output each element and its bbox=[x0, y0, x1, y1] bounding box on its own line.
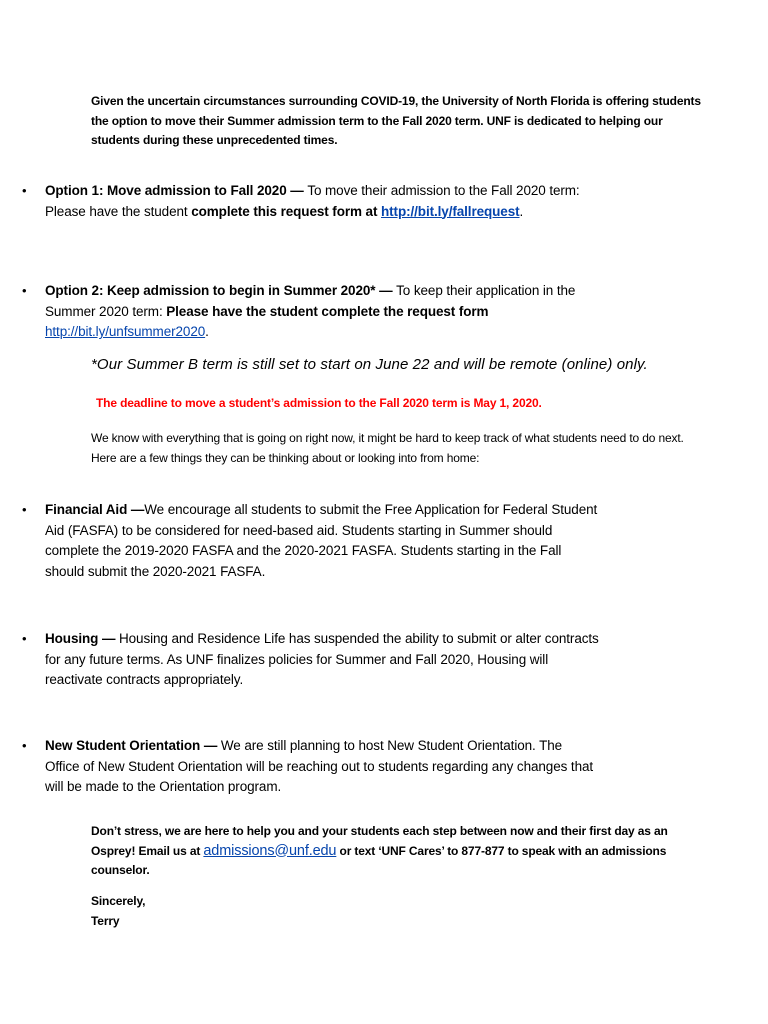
closing-after: or text ‘UNF Cares’ to 877-877 to speak with an admissions counselor. bbox=[91, 843, 667, 877]
option-2-link[interactable]: http://bit.ly/unfsummer2020 bbox=[45, 324, 206, 339]
option-1-link[interactable]: http://bit.ly/fallrequest bbox=[381, 203, 520, 219]
financial-aid-text: We encourage all students to submit the Free Application for Federal Student Aid (FASFA) to be considered for need-based aid. Students starting in Summer should complete the 2019-2020 FASFA and the 2020-2021 FASFA. Students starting in the Fall should submit the 2020-2021 FASFA. bbox=[45, 502, 598, 579]
orientation-text: We are still planning to host New Student Orientation. The Office of New Student Orientation will be reaching out to students regarding any changes that will be made to the Orientation program. bbox=[45, 738, 594, 794]
know-text: We know with everything that is going on right now, it might be hard to keep track of what students need to do next. Here are a few things they can be thinking about or looking into from home: bbox=[91, 431, 684, 465]
email-link[interactable]: admissions@unf.edu bbox=[203, 842, 337, 859]
signoff bbox=[91, 892, 701, 931]
bullet-icon: • bbox=[22, 502, 27, 517]
bullet-icon: • bbox=[22, 631, 27, 646]
closing-before: Don’t stress, we are here to help you and your students each step between now and their first day as an Osprey! Email us at bbox=[91, 824, 668, 858]
housing-text: Housing and Residence Life has suspended the ability to submit or alter contracts for any future terms. As UNF finalizes policies for Summer and Fall 2020, Housing will reactivate contracts appropriately. bbox=[45, 631, 599, 687]
housing-title: Housing — bbox=[45, 631, 119, 646]
option-2-title: : Keep admission to begin in Summer 2020* — bbox=[98, 283, 397, 298]
signoff-line-1: Sincerely, bbox=[91, 894, 146, 908]
option-1-label: Option 1 bbox=[45, 183, 99, 198]
bullet-icon: • bbox=[22, 738, 27, 753]
financial-aid-title: Financial Aid — bbox=[45, 502, 145, 517]
option-1-tail: . bbox=[519, 203, 524, 219]
option-2-tail: . bbox=[205, 324, 209, 339]
summer-b-note: *Our Summer B term is still set to start on June 22 and will be remote (online) only. bbox=[91, 356, 648, 373]
know-paragraph bbox=[91, 429, 701, 468]
option-2-text: To keep their application in the Summer 2020 term: bbox=[45, 283, 576, 319]
deadline-notice: The deadline to move a student’s admission to the Fall 2020 term is May 1, 2020. bbox=[96, 396, 542, 410]
closing-paragraph bbox=[91, 822, 701, 881]
bullet-icon: • bbox=[22, 183, 27, 198]
intro-paragraph bbox=[91, 92, 701, 151]
bullet-icon: • bbox=[22, 283, 27, 298]
signoff-name: Terry bbox=[91, 913, 120, 928]
orientation-title: New Student Orientation — bbox=[45, 738, 221, 753]
option-1-text: To move their admission to the Fall 2020 term: Please have the student bbox=[45, 183, 580, 219]
option-1-bold-text: complete this request form at bbox=[191, 203, 382, 219]
option-2-bold-text: Please have the student complete the request form bbox=[166, 303, 489, 319]
option-1-title: : Move admission to Fall 2020 — bbox=[98, 183, 308, 198]
intro-text: Given the uncertain circumstances surrounding COVID-19, the University of North Florida is offering students the option to move their Summer admission term to the Fall 2020 term. UNF is dedicated to helping our students during these unprecedented times. bbox=[91, 94, 701, 147]
option-2-label: Option 2 bbox=[45, 283, 99, 298]
